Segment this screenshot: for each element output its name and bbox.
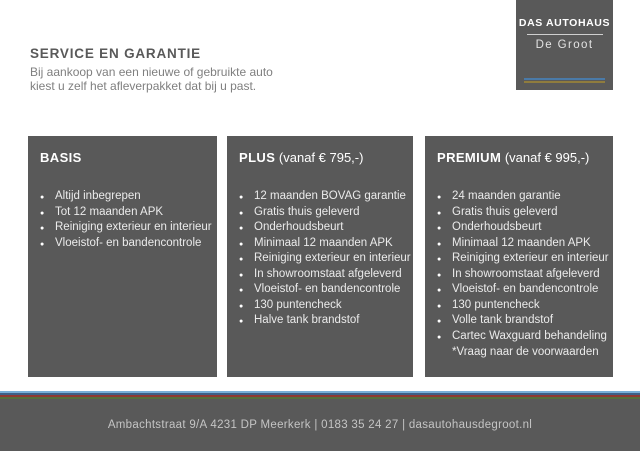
- list-item: ● 24 maanden garantie: [437, 189, 605, 205]
- list-item: ● Vloeistof- en bandencontrole: [437, 282, 605, 298]
- package-plus-items: [239, 189, 411, 329]
- list-item: ● 130 puntencheck: [239, 298, 405, 314]
- package-premium: [425, 136, 613, 377]
- list-item: ● Reiniging exterieur en interieur: [239, 251, 405, 267]
- list-item: ● Reiniging exterieur en interieur: [437, 251, 605, 267]
- logo-subtitle-text: De Groot: [535, 39, 594, 51]
- package-basis-name: BASIS: [40, 150, 82, 165]
- list-item: ● Altijd inbegrepen: [40, 189, 209, 205]
- package-plus-price: (vanaf € 795,-): [278, 150, 364, 165]
- list-item: ● Vloeistof- en bandencontrole: [239, 282, 405, 298]
- list-item: ● Gratis thuis geleverd: [437, 205, 605, 221]
- list-item: ● 130 puntencheck: [437, 298, 605, 314]
- logo-stripe-blue: [524, 78, 605, 80]
- list-item: ● 12 maanden BOVAG garantie: [239, 189, 405, 205]
- list-item: ● Minimaal 12 maanden APK: [437, 236, 605, 252]
- list-item: ● Onderhoudsbeurt: [239, 220, 405, 236]
- package-plus-name: PLUS: [239, 150, 276, 165]
- footer-accent-stripes: [0, 391, 640, 399]
- list-item: ● Minimaal 12 maanden APK: [239, 236, 405, 252]
- package-premium-header: [437, 150, 605, 165]
- tagline-line-2: kiest u zelf het afleverpakket dat bij u past.: [30, 79, 257, 93]
- package-premium-price: (vanaf € 995,-): [504, 150, 590, 165]
- list-item: ● Halve tank brandstof: [239, 313, 405, 329]
- package-basis: [28, 136, 217, 377]
- list-item: ● Cartec Waxguard behandeling: [437, 329, 605, 345]
- logo-divider: [527, 34, 603, 35]
- list-item: ● Vloeistof- en bandencontrole: [40, 236, 209, 252]
- package-plus: [227, 136, 413, 377]
- logo-brand-text: DAS AUTOHAUS: [518, 17, 611, 29]
- list-item: ● Tot 12 maanden APK: [40, 205, 209, 221]
- list-item: ● In showroomstaat afgeleverd: [437, 267, 605, 283]
- package-columns: [28, 136, 613, 377]
- list-item: ● Volle tank brandstof: [437, 313, 605, 329]
- logo-stripe-gold: [524, 81, 605, 83]
- package-plus-header: [239, 150, 405, 165]
- footer-address-text: Ambachtstraat 9/A 4231 DP Meerkerk | 0183 35 24 27 | dasautohausdegroot.nl: [107, 419, 533, 431]
- tagline-line-1: Bij aankoop van een nieuwe of gebruikte auto: [30, 65, 273, 79]
- list-item: ● Onderhoudsbeurt: [437, 220, 605, 236]
- list-item: ● Gratis thuis geleverd: [239, 205, 405, 221]
- package-basis-header: [40, 150, 209, 165]
- page-title: SERVICE EN GARANTIE: [30, 46, 201, 61]
- premium-footnote: *Vraag naar de voorwaarden: [452, 346, 599, 358]
- logo-box: [516, 0, 613, 90]
- intro-section: [30, 46, 430, 93]
- list-item: ● Reiniging exterieur en interieur: [40, 220, 209, 236]
- package-basis-items: [40, 189, 212, 251]
- logo-accent-stripes: [524, 78, 605, 83]
- package-premium-name: PREMIUM: [437, 150, 502, 165]
- package-premium-items: [437, 189, 609, 344]
- footer-bar: [0, 399, 640, 451]
- list-item: ● In showroomstaat afgeleverd: [239, 267, 405, 283]
